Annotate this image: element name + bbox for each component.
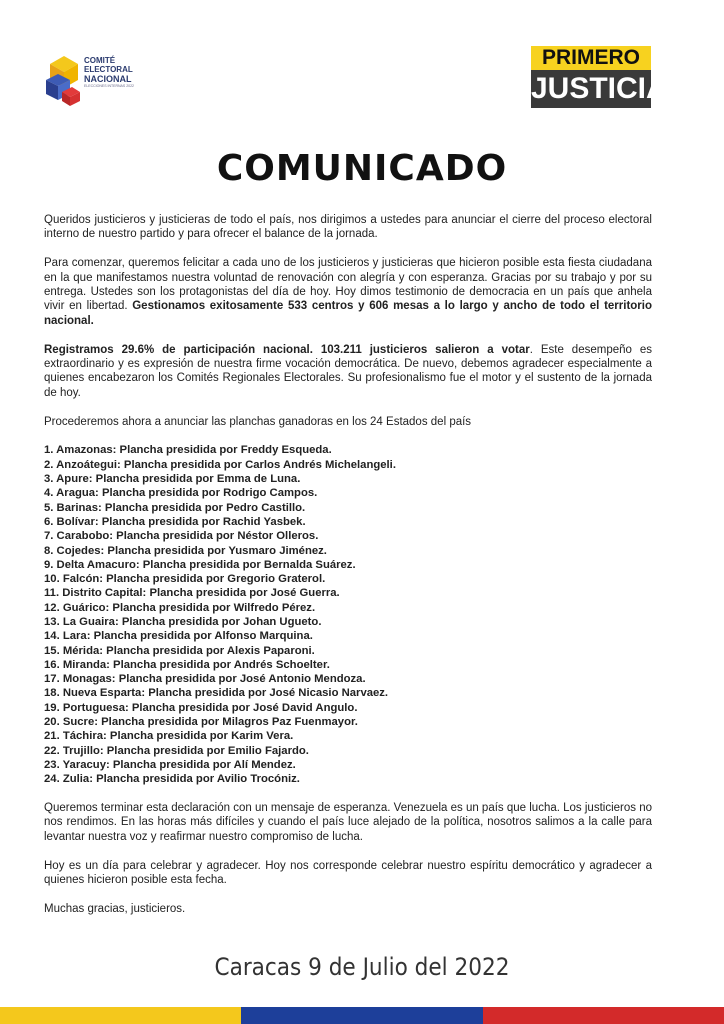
winners-list	[44, 443, 652, 786]
flag-stripe	[0, 1007, 724, 1024]
logo-justicia: JUSTICIA	[531, 70, 651, 108]
ballot-box-icon	[44, 50, 84, 110]
list-item: 24. Zulia: Plancha presidida por Avilio Trocóniz.	[44, 773, 300, 786]
paragraph-2-text: Para comenzar, queremos felicitar a cada uno de los justicieros y justicieras que hicieron posible esta fiesta ciudadana en la que manifestamos nuestra voluntad de renovación con alegría y con esperanza. Gracias por su trabajo y por su entrega. Ustedes son los protagonistas del día de hoy. Hoy dimos testimonio de democracia en un país que anhela vivir en libertad.	[44, 257, 652, 313]
paragraph-3-bold: Registramos 29.6% de participación nacional. 103.211 justicieros salieron a votar	[44, 343, 530, 356]
list-item: 5. Barinas: Plancha presidida por Pedro Castillo.	[44, 501, 306, 514]
list-item: 15. Mérida: Plancha presidida por Alexis Paparoni.	[44, 644, 315, 657]
page-title: COMUNICADO	[216, 148, 508, 189]
list-item: 23. Yaracuy: Plancha presidida por Alí Mendez.	[44, 758, 296, 771]
flag-stripe-1	[0, 1007, 241, 1024]
flag-stripe-2	[241, 1007, 482, 1024]
list-item: 19. Portuguesa: Plancha presidida por José David Angulo.	[44, 701, 358, 714]
list-item: 22. Trujillo: Plancha presidida por Emilio Fajardo.	[44, 744, 309, 757]
list-item: 10. Falcón: Plancha presidida por Gregorio Graterol.	[44, 573, 326, 586]
list-item: 6. Bolívar: Plancha presidida por Rachid Yasbek.	[44, 515, 306, 528]
list-item: 14. Lara: Plancha presidida por Alfonso Marquina.	[44, 630, 313, 643]
comite-electoral-logo	[44, 50, 144, 110]
logo-primero: PRIMERO	[531, 46, 651, 70]
paragraph-3	[44, 343, 652, 401]
list-item: 17. Monagas: Plancha presidida por José Antonio Mendoza.	[44, 673, 366, 686]
comite-logo-text	[84, 56, 134, 89]
list-item: 1. Amazonas: Plancha presidida por Freddy Esqueda.	[44, 444, 332, 457]
list-item: 13. La Guaira: Plancha presidida por Johan Ugueto.	[44, 616, 322, 628]
paragraph-4: Procederemos ahora a anunciar las planchas ganadoras en los 24 Estados del país	[44, 415, 472, 428]
list-item: 3. Apure: Plancha presidida por Emma de Luna.	[44, 473, 301, 486]
flag-stripe-3	[483, 1007, 724, 1024]
list-item: 2. Anzoátegui: Plancha presidida por Carlos Andrés Michelangeli.	[44, 458, 396, 471]
list-item: 18. Nueva Esparta: Plancha presidida por José Nicasio Narvaez.	[44, 687, 389, 700]
paragraph-6: Hoy es un día para celebrar y agradecer. Hoy nos corresponde celebrar nuestro espíritu democrático y agradecer a quienes hicieron posible esta fecha.	[44, 859, 652, 886]
list-item: 7. Carabobo: Plancha presidida por Néstor Olleros.	[44, 530, 319, 543]
logo-line-1: COMITÉ	[84, 56, 116, 65]
list-item: 4. Aragua: Plancha presidida por Rodrigo Campos.	[44, 487, 318, 500]
document-body	[44, 213, 652, 916]
list-item: 21. Táchira: Plancha presidida por Karim Vera.	[44, 730, 294, 743]
list-item: 12. Guárico: Plancha presidida por Wilfredo Pérez.	[44, 601, 316, 614]
paragraph-7: Muchas gracias, justicieros.	[44, 902, 186, 915]
paragraph-5: Queremos terminar esta declaración con un mensaje de esperanza. Venezuela es un país que lucha. Los justicieros no nos rendimos. En las horas más difíciles y cuando el país luce alejado de la política, nosotros salimos a la calle para levantar nuestra voz y reafirmar nuestro compromiso de lucha.	[44, 801, 652, 843]
footer-date: Caracas 9 de Julio del 2022	[214, 953, 510, 981]
logo-line-3: NACIONAL	[84, 74, 132, 84]
paragraph-2-bold: Gestionamos exitosamente 533 centros y 606 mesas a lo largo y ancho de todo el territorio nacional.	[44, 300, 652, 327]
list-item: 8. Cojedes: Plancha presidida por Yusmaro Jiménez.	[44, 544, 327, 557]
logo-line-4: ELECCIONES INTERNAS 2022	[84, 84, 134, 88]
paragraph-3-text: . Este desempeño es extraordinario y es expresión de nuestra firme vocación democrática. De nuevo, debemos agradecer especialmente a quienes encabezaron los Comités Regionales Electorales. Su profesionalismo fue el motor y el sustento de la jornada de hoy.	[44, 343, 652, 399]
list-item: 9. Delta Amacuro: Plancha presidida por Bernalda Suárez.	[44, 558, 356, 571]
list-item: 11. Distrito Capital: Plancha presidida por José Guerra.	[44, 587, 340, 600]
list-item: 16. Miranda: Plancha presidida por Andrés Schoelter.	[44, 658, 330, 671]
primero-justicia-logo	[531, 46, 668, 108]
paragraph-2	[44, 256, 652, 328]
paragraph-1: Queridos justicieros y justicieras de todo el país, nos dirigimos a ustedes para anunciar el cierre del proceso electoral interno de nuestro partido y para ofrecer el balance de la jornada.	[44, 214, 652, 241]
logo-line-2: ELECTORAL	[84, 65, 133, 74]
list-item: 20. Sucre: Plancha presidida por Milagros Paz Fuenmayor.	[44, 716, 358, 729]
